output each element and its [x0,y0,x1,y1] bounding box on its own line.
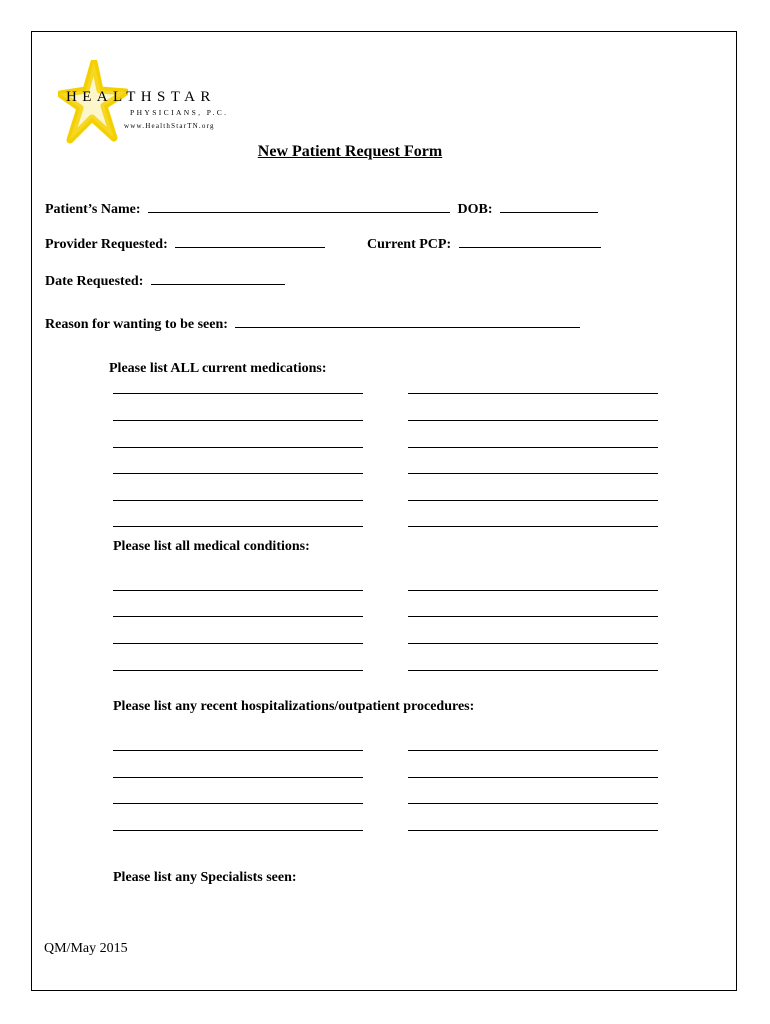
patient-name-field[interactable] [148,200,450,213]
hospitalization-line[interactable] [408,830,658,831]
hospitalization-line[interactable] [113,803,363,804]
conditions-label: Please list all medical conditions: [113,539,310,554]
date-requested-label: Date Requested: [45,274,144,289]
form-title: New Patient Request Form [257,143,443,160]
medication-line[interactable] [113,447,363,448]
hospitalizations-label: Please list any recent hospitalizations/outpatient procedures: [113,699,475,714]
medication-line[interactable] [408,500,658,501]
current-pcp-label: Current PCP: [367,237,452,252]
condition-line[interactable] [408,643,658,644]
reason-field[interactable] [235,315,580,328]
provider-requested-field[interactable] [175,235,325,248]
medication-line[interactable] [408,526,658,527]
healthstar-logo [58,60,238,145]
patient-name-label: Patient’s Name: [45,202,141,217]
date-requested-field[interactable] [151,272,285,285]
logo-url: www.HealthStarTN.org [124,122,215,130]
condition-line[interactable] [113,616,363,617]
form-code: QM/May 2015 [44,941,128,956]
hospitalization-line[interactable] [408,750,658,751]
hospitalization-line[interactable] [408,777,658,778]
medication-line[interactable] [113,500,363,501]
hospitalization-line[interactable] [113,777,363,778]
condition-line[interactable] [113,670,363,671]
provider-requested-label: Provider Requested: [45,237,168,252]
page-border [31,31,737,991]
medication-line[interactable] [408,447,658,448]
medication-line[interactable] [408,393,658,394]
current-pcp-field[interactable] [459,235,601,248]
condition-line[interactable] [113,643,363,644]
medication-line[interactable] [113,393,363,394]
hospitalization-line[interactable] [408,803,658,804]
specialists-label: Please list any Specialists seen: [113,870,297,885]
condition-line[interactable] [113,590,363,591]
condition-line[interactable] [408,616,658,617]
medication-line[interactable] [408,473,658,474]
dob-field[interactable] [500,200,598,213]
hospitalization-line[interactable] [113,830,363,831]
medications-label: Please list ALL current medications: [109,361,327,376]
reason-row [45,315,580,333]
medication-line[interactable] [408,420,658,421]
patient-name-row [45,200,598,218]
logo-subtitle: PHYSICIANS, P.C. [130,108,229,117]
provider-row [45,235,325,253]
condition-line[interactable] [408,590,658,591]
dob-label: DOB: [457,202,493,217]
logo-name: HEALTHSTAR [66,89,216,105]
condition-line[interactable] [408,670,658,671]
reason-label: Reason for wanting to be seen: [45,317,228,332]
medication-line[interactable] [113,526,363,527]
medication-line[interactable] [113,420,363,421]
medication-line[interactable] [113,473,363,474]
hospitalization-line[interactable] [113,750,363,751]
date-requested-row [45,272,285,290]
pcp-row [367,235,601,253]
